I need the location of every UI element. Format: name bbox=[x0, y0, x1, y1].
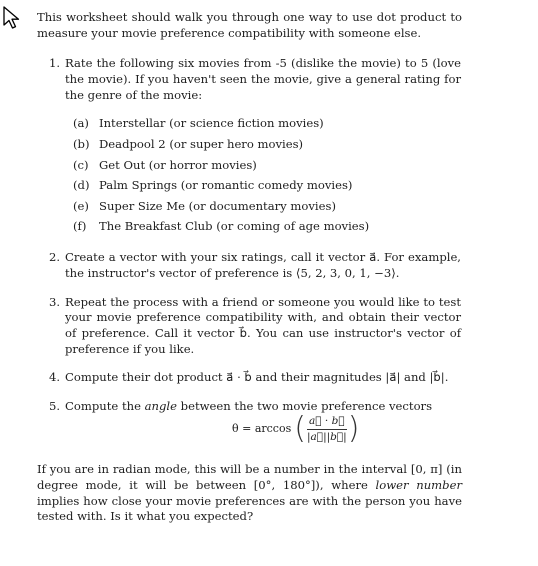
movie-text: Interstellar (or science fiction movies) bbox=[99, 116, 324, 131]
emphasis-text: angle bbox=[144, 398, 177, 413]
movie-item bbox=[73, 155, 461, 176]
angle-formula bbox=[232, 407, 359, 451]
item-text: Compute the angle between the two movie preference vectors bbox=[65, 398, 433, 413]
item-text: Rate the following six movies from -5 (dislike the movie) to 5 (love the movie). If you haven't seen the movie, give a general rating for the genre of the movie: bbox=[65, 56, 461, 102]
movie-text: Deadpool 2 (or super hero movies) bbox=[99, 136, 304, 151]
movie-text: Super Size Me (or documentary movies) bbox=[99, 198, 336, 213]
item-text: Compute their dot product a⃗ · b⃗ and their magnitudes |a⃗| and |b⃗|. bbox=[65, 369, 449, 384]
instruction-list bbox=[49, 56, 461, 414]
formula-fraction bbox=[307, 415, 347, 444]
item-number: 1. bbox=[49, 56, 61, 70]
list-item bbox=[49, 370, 461, 386]
list-item bbox=[49, 250, 461, 282]
item-text: Repeat the process with a friend or someone you would like to test your movie preference compatibility with, and obtain their vector of preference. Call it vector b⃗. You can use instructor's vector of preference if you like. bbox=[65, 294, 461, 356]
movie-label: (b) bbox=[73, 136, 90, 151]
item-number: 2. bbox=[49, 249, 61, 264]
movie-label: (f) bbox=[73, 219, 87, 234]
movie-text: Get Out (or horror movies) bbox=[99, 157, 257, 172]
movie-label: (a) bbox=[73, 116, 89, 131]
item-number: 4. bbox=[49, 369, 61, 384]
movie-item bbox=[73, 134, 461, 155]
right-paren: ) bbox=[347, 411, 360, 446]
emphasis-text: lower number bbox=[375, 477, 463, 492]
movie-list bbox=[65, 113, 461, 237]
worksheet-intro: This worksheet should walk you through one way to use dot product to measure your movie preference compatibility with someone else. bbox=[37, 10, 462, 40]
movie-item bbox=[73, 175, 461, 196]
closing-paragraph: If you are in radian mode, this will be a number in the interval [0, π] (in degree mode, it will be between [0°, 180°]), where lower number implies how close your movie preferences are with the person you have tested with. Is it what you expected? bbox=[37, 462, 463, 524]
movie-label: (d) bbox=[73, 178, 90, 193]
movie-label: (e) bbox=[73, 198, 89, 213]
list-item bbox=[49, 295, 461, 358]
movie-text: The Breakfast Club (or coming of age movies) bbox=[99, 219, 370, 234]
movie-text: Palm Springs (or romantic comedy movies) bbox=[99, 178, 353, 193]
formula-numerator: a⃗ · b⃗ bbox=[307, 415, 347, 430]
list-item bbox=[49, 56, 461, 237]
formula-lhs: θ = arccos bbox=[232, 422, 292, 436]
movie-item bbox=[73, 113, 461, 134]
movie-label: (c) bbox=[73, 157, 89, 172]
movie-item bbox=[73, 196, 461, 217]
movie-item bbox=[73, 216, 461, 237]
item-number: 3. bbox=[49, 294, 61, 309]
formula-denominator: |a⃗||b⃗| bbox=[306, 430, 347, 443]
item-text: Create a vector with your six ratings, call it vector a⃗. For example, the instructor's vector of preference is ⟨5, 2, 3, 0, 1, −3⟩. bbox=[65, 249, 461, 280]
left-paren: ( bbox=[294, 411, 306, 446]
item-number: 5. bbox=[49, 398, 61, 413]
mouse-pointer-icon bbox=[2, 6, 24, 30]
